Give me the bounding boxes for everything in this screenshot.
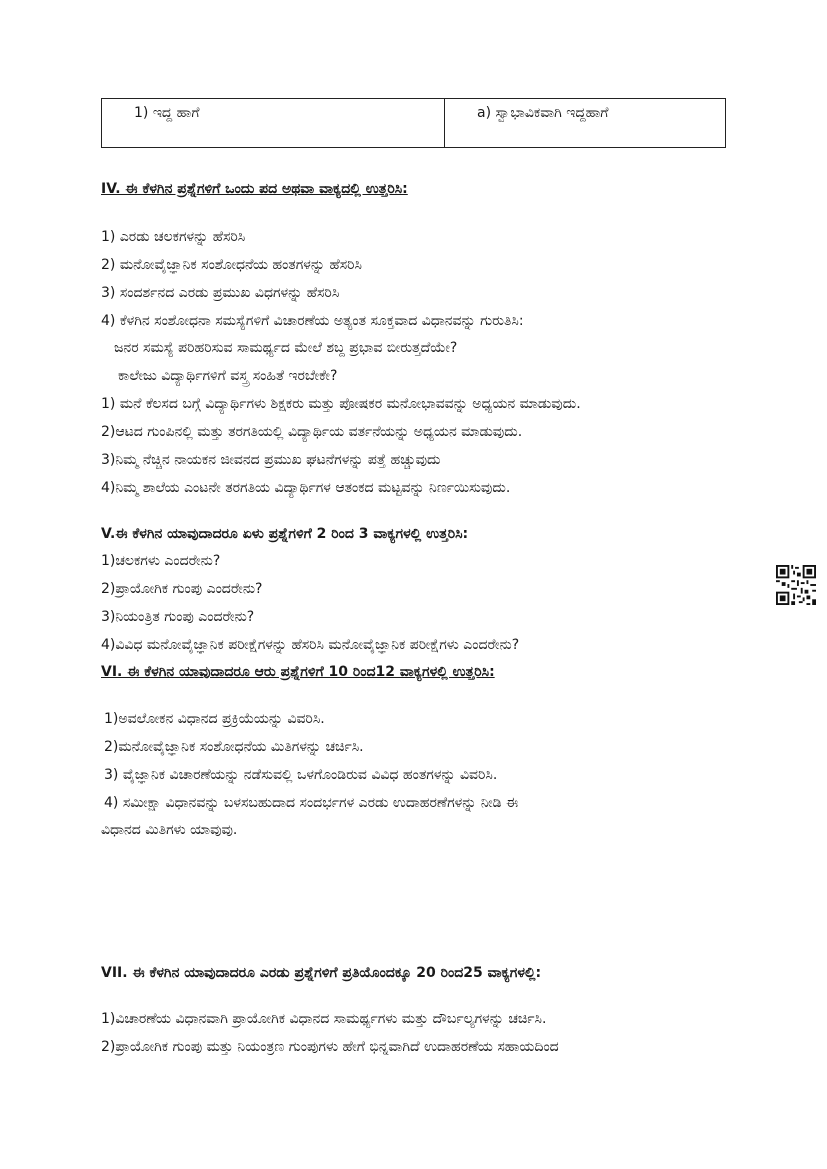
list-item: 2) ಮನೋವೈಜ್ಞಾನಿಕ ಸಂಶೋಧನೆಯ ಹಂತಗಳನ್ನು ಹೆಸರಿಸಿ	[101, 257, 362, 273]
list-item: 1)ಅವಲೋಕನ ವಿಧಾನದ ಪ್ರಕ್ರಿಯೆಯನ್ನು ವಿವರಿಸಿ.	[104, 711, 325, 727]
list-item: 4) ಕೆಳಗಿನ ಸಂಶೋಧನಾ ಸಮಸ್ಯೆಗಳಿಗೆ ವಿಚಾರಣೆಯ ಅತ್ಯಂತ ಸೂಕ್ತವಾದ ವಿಧಾನವನ್ನು ಗುರುತಿಸಿ:	[101, 313, 524, 329]
list-item: ಜನರ ಸಮಸ್ಯೆ ಪರಿಹರಿಸುವ ಸಾಮರ್ಥ್ಯದ ಮೇಲೆ ಶಬ್ದ ಪ್ರಭಾವ ಬೀರುತ್ತದೆಯೇ?	[114, 340, 458, 356]
table-row	[102, 99, 726, 148]
list-item: 3) ವೈಜ್ಞಾನಿಕ ವಿಚಾರಣೆಯನ್ನು ನಡೆಸುವಲ್ಲಿ ಒಳಗೊಂಡಿರುವ ವಿವಿಧ ಹಂತಗಳನ್ನು ವಿವರಿಸಿ.	[104, 767, 498, 783]
list-item: 3)ನಿಮ್ಮ ನೆಚ್ಚಿನ ನಾಯಕನ ಜೀವನದ ಪ್ರಮುಖ ಘಟನೆಗಳನ್ನು ಪತ್ತೆ ಹಚ್ಚುವುದು	[101, 452, 441, 468]
list-item: 4)ವಿವಿಧ ಮನೋವೈಜ್ಞಾನಿಕ ಪರೀಕ್ಷೆಗಳನ್ನು ಹೆಸರಿಸಿ ಮನೋವೈಜ್ಞಾನಿಕ ಪರೀಕ್ಷೆಗಳು ಎಂದರೇನು?	[101, 637, 520, 653]
list-item: 3)ನಿಯಂತ್ರಿತ ಗುಂಪು ಎಂದರೇನು?	[101, 609, 255, 625]
table-cell-right: a) ಸ್ವಾಭಾವಿಕವಾಗಿ ಇದ್ದಹಾಗೆ	[445, 99, 726, 148]
section-5-heading: V.ಈ ಕೆಳಗಿನ ಯಾವುದಾದರೂ ಏಳು ಪ್ರಶ್ನೆಗಳಿಗೆ 2 ರಿಂದ 3 ವಾಕ್ಯಗಳಲ್ಲಿ ಉತ್ತರಿಸಿ:	[101, 526, 469, 542]
list-item: 1)ವಿಚಾರಣೆಯ ವಿಧಾನವಾಗಿ ಪ್ರಾಯೋಗಿಕ ವಿಧಾನದ ಸಾಮರ್ಥ್ಯಗಳು ಮತ್ತು ದೌರ್ಬಲ್ಯಗಳನ್ನು ಚರ್ಚಿಸಿ.	[101, 1011, 547, 1027]
section-7-heading: VII. ಈ ಕೆಳಗಿನ ಯಾವುದಾದರೂ ಎರಡು ಪ್ರಶ್ನೆಗಳಿಗೆ ಪ್ರತಿಯೊಂದಕ್ಕೂ 20 ರಿಂದ25 ವಾಕ್ಯಗಳಲ್ಲಿ:	[101, 965, 542, 981]
list-item: 4) ಸಮೀಕ್ಷಾ ವಿಧಾನವನ್ನು ಬಳಸಬಹುದಾದ ಸಂದರ್ಭಗಳ ಎರಡು ಉದಾಹರಣೆಗಳನ್ನು ನೀಡಿ ಈ	[104, 795, 519, 811]
section-4-heading: IV. ಈ ಕೆಳಗಿನ ಪ್ರಶ್ನೆಗಳಿಗೆ ಒಂದು ಪದ ಅಥವಾ ವಾಕ್ಯದಲ್ಲಿ ಉತ್ತರಿಸಿ:	[101, 181, 408, 197]
section-6-heading: VI. ಈ ಕೆಳಗಿನ ಯಾವುದಾದರೂ ಆರು ಪ್ರಶ್ನೆಗಳಿಗೆ 10 ರಿಂದ12 ವಾಕ್ಯಗಳಲ್ಲಿ ಉತ್ತರಿಸಿ:	[101, 664, 495, 680]
list-item: 1) ಎರಡು ಚಲಕಗಳನ್ನು ಹೆಸರಿಸಿ	[101, 229, 246, 245]
list-item: 4)ನಿಮ್ಮ ಶಾಲೆಯ ಎಂಟನೇ ತರಗತಿಯ ವಿದ್ಯಾರ್ಥಿಗಳ ಆತಂಕದ ಮಟ್ಟವನ್ನು ನಿರ್ಣಯಿಸುವುದು.	[101, 480, 511, 496]
list-item: ವಿಧಾನದ ಮಿತಿಗಳು ಯಾವುವು.	[101, 822, 238, 838]
list-item: 1) ಮನೆ ಕೆಲಸದ ಬಗ್ಗೆ ವಿದ್ಯಾರ್ಥಿಗಳು ಶಿಕ್ಷಕರು ಮತ್ತು ಪೋಷಕರ ಮನೋಭಾವವನ್ನು ಅಧ್ಯಯನ ಮಾಡುವುದು.	[101, 396, 581, 412]
list-item: 2)ಪ್ರಾಯೋಗಿಕ ಗುಂಪು ಮತ್ತು ನಿಯಂತ್ರಣ ಗುಂಪುಗಳು ಹೇಗೆ ಭಿನ್ನವಾಗಿದೆ ಉದಾಹರಣೆಯ ಸಹಾಯದಿಂದ	[101, 1039, 559, 1055]
qr-code-icon	[776, 565, 816, 605]
table-cell-left: 1) ಇದ್ದ ಹಾಗೆ	[102, 99, 445, 148]
list-item: 2)ಆಟದ ಗುಂಪಿನಲ್ಲಿ ಮತ್ತು ತರಗತಿಯಲ್ಲಿ ವಿದ್ಯಾರ್ಥಿಯ ವರ್ತನೆಯನ್ನು ಅಧ್ಯಯನ ಮಾಡುವುದು.	[101, 424, 523, 440]
match-table	[101, 98, 726, 148]
list-item: ಕಾಲೇಜು ವಿದ್ಯಾರ್ಥಿಗಳಿಗೆ ವಸ್ತ್ರ ಸಂಹಿತೆ ಇರಬೇಕೇ?	[118, 368, 338, 384]
list-item: 1)ಚಲಕಗಳು ಎಂದರೇನು?	[101, 553, 221, 569]
list-item: 3) ಸಂದರ್ಶನದ ಎರಡು ಪ್ರಮುಖ ವಿಧಗಳನ್ನು ಹೆಸರಿಸಿ	[101, 285, 340, 301]
list-item: 2)ಮನೋವೈಜ್ಞಾನಿಕ ಸಂಶೋಧನೆಯ ಮಿತಿಗಳನ್ನು ಚರ್ಚಿಸಿ.	[104, 739, 364, 755]
list-item: 2)ಪ್ರಾಯೋಗಿಕ ಗುಂಪು ಎಂದರೇನು?	[101, 581, 263, 597]
